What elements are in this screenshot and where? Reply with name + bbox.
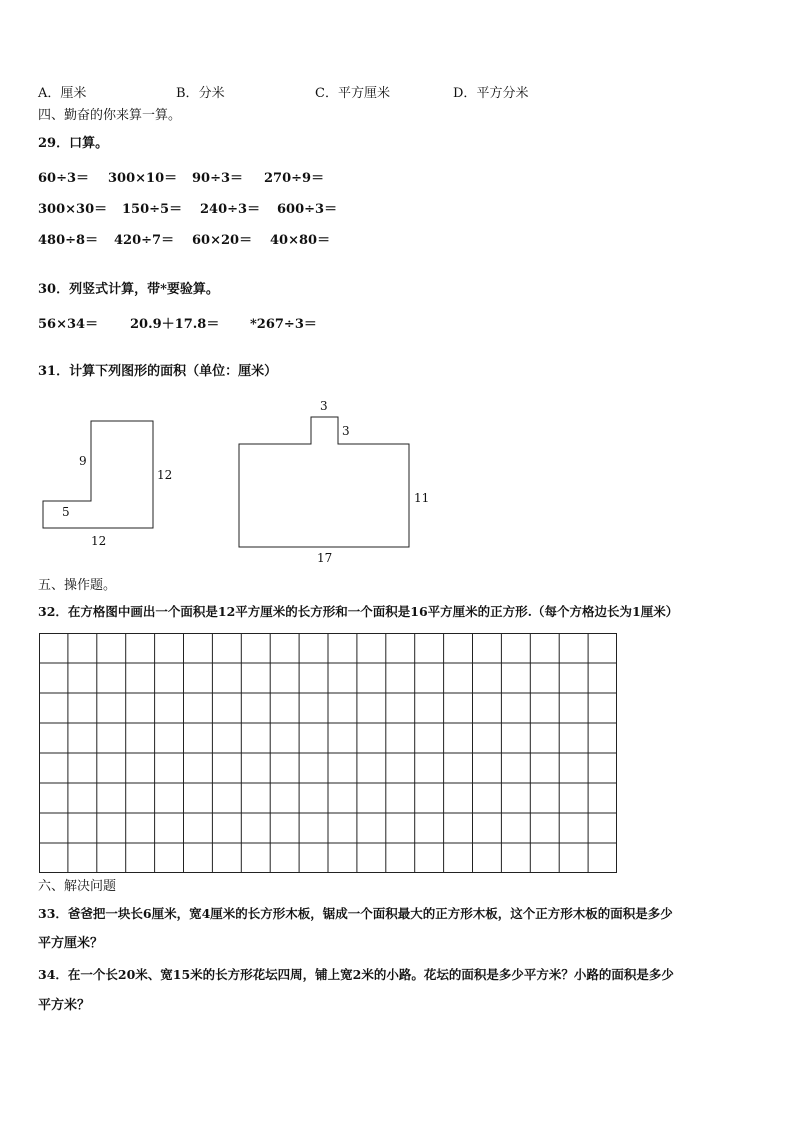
shape1-step-label: 5	[62, 505, 70, 519]
q29-item: 60×20＝	[192, 233, 253, 248]
q34-text-line1: 34．在一个长20米、宽15米的长方形花坛四周，铺上宽2米的小路。花坛的面积是多少平方米？小路的面积是多少	[38, 967, 674, 982]
q32-label: 32．在方格图中画出一个面积是12平方厘米的长方形和一个面积是16平方厘米的正方形.（每个方格边长为1厘米）	[38, 604, 679, 619]
section6-title: 六、解决问题	[38, 879, 117, 894]
q29-item: 600÷3＝	[277, 202, 338, 217]
q29-item: 240÷3＝	[200, 202, 261, 217]
shape2-bottom-label: 17	[317, 551, 333, 565]
shape1-left-height-label: 9	[79, 454, 87, 468]
choice-c-letter: C．	[315, 86, 338, 101]
q34-text-line2: 平方米？	[38, 998, 91, 1013]
q29-item: 150÷5＝	[122, 202, 183, 217]
q30-item: 56×34＝	[38, 317, 99, 332]
q30-label: 30．列竖式计算，带*要验算。	[38, 282, 219, 297]
q29-item: 420÷7＝	[114, 233, 175, 248]
shape1-bottom-label: 12	[91, 534, 107, 548]
section5-title: 五、操作题。	[38, 578, 117, 593]
q29-item: 300×10＝	[108, 171, 178, 186]
q29-item: 60÷3＝	[38, 171, 90, 186]
q29-item: 270÷9＝	[264, 171, 325, 186]
q31-label: 31．计算下列图形的面积（单位：厘米）	[38, 364, 278, 379]
q29-label: 29．口算。	[38, 136, 109, 151]
q30-item: 20.9＋17.8＝	[130, 317, 220, 332]
shape2-tab-width-label: 3	[320, 399, 328, 413]
section4-title: 四、勤奋的你来算一算。	[38, 108, 182, 123]
shape2-tab-height-label: 3	[342, 424, 350, 438]
square-grid[interactable]	[39, 633, 617, 873]
choice-a-letter: A．	[38, 86, 61, 101]
choice-a-text: 厘米	[60, 86, 87, 101]
q33-text-line1: 33．爸爸把一块长6厘米，宽4厘米的长方形木板，锯成一个面积最大的正方形木板，这个正方形木板的面积是多少	[38, 906, 673, 921]
shape1-right-height-label: 12	[157, 468, 173, 482]
l-shape	[43, 421, 153, 528]
tab-rectangle-shape	[239, 417, 409, 547]
q29-item: 40×80＝	[270, 233, 331, 248]
choice-d-text: 平方分米	[476, 86, 529, 101]
choice-d-letter: D．	[453, 86, 477, 101]
q30-item: *267÷3＝	[250, 317, 317, 332]
shape2-height-label: 11	[414, 491, 430, 505]
choice-b-letter: B．	[176, 86, 199, 101]
q33-text-line2: 平方厘米？	[38, 936, 104, 951]
q29-item: 480÷8＝	[38, 233, 99, 248]
choice-b-text: 分米	[198, 86, 225, 101]
q29-item: 90÷3＝	[192, 171, 244, 186]
q29-item: 300×30＝	[38, 202, 108, 217]
choice-c-text: 平方厘米	[337, 86, 390, 101]
